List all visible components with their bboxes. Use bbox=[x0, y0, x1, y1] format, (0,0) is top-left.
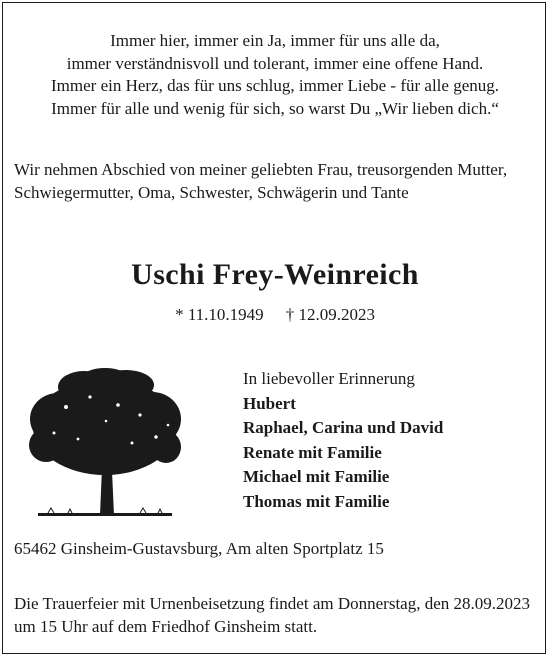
poem-line: Immer ein Herz, das für uns schlug, immer Liebe - für alle genug. bbox=[51, 76, 499, 95]
deceased-name: Uschi Frey-Weinreich bbox=[131, 258, 419, 291]
mourner-name: Raphael, Carina und David bbox=[243, 418, 444, 437]
farewell-intro: Wir nehmen Abschied von meiner geliebten Frau, treusorgenden Mutter, Schwiegermutter, Oma, Schwester, Schwägerin und Tante bbox=[14, 160, 508, 202]
funeral-service-info: Die Trauerfeier mit Urnenbeisetzung findet am Donnerstag, den 28.09.2023 um 15 Uhr auf dem Friedhof Ginsheim statt. bbox=[14, 594, 531, 636]
mourner-name: Thomas mit Familie bbox=[243, 491, 390, 511]
death-date: † 12.09.2023 bbox=[285, 305, 375, 324]
poem-line: Immer hier, immer ein Ja, immer für uns alle da, bbox=[110, 31, 440, 50]
mourner-name: Michael mit Familie bbox=[243, 467, 390, 486]
memorial-poem bbox=[0, 30, 550, 120]
poem-line: immer verständnisvoll und tolerant, immer eine offene Hand. bbox=[66, 53, 484, 73]
mourner-name: Hubert bbox=[243, 393, 296, 413]
mourners-block bbox=[243, 367, 443, 514]
tree-icon bbox=[28, 367, 182, 519]
remembrance-heading: In liebevoller Erinnerung bbox=[243, 369, 415, 388]
mourner-name: Renate mit Familie bbox=[243, 442, 382, 462]
life-dates bbox=[0, 305, 550, 325]
family-address: 65462 Ginsheim-Gustavsburg, Am alten Sportplatz 15 bbox=[14, 539, 384, 558]
birth-date: * 11.10.1949 bbox=[175, 305, 264, 324]
poem-line: Immer für alle und wenig für sich, so warst Du „Wir lieben dich.“ bbox=[51, 98, 499, 118]
